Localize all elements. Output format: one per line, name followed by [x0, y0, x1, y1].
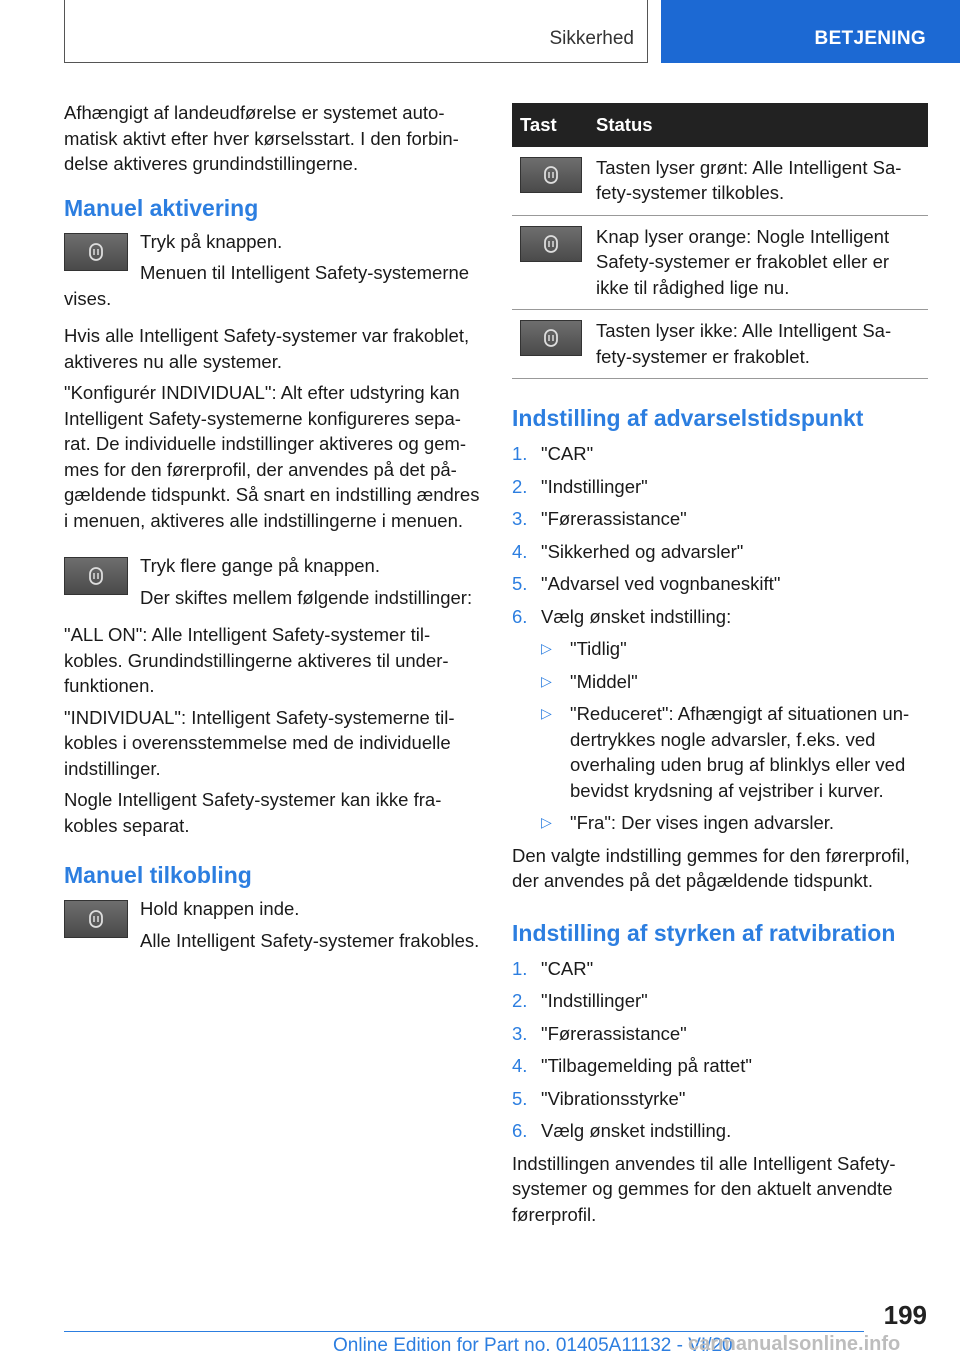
intro-text: Afhængigt af landeudførelse er systemet automatisk aktivt efter hver kørselsstart. I den forbindelse aktiveres grundindstillingerne. [64, 102, 459, 174]
table-header-key: Tast [512, 103, 588, 147]
header-section: Sikkerhed [549, 28, 634, 49]
table-row [512, 215, 928, 310]
warning-time-heading: Indstilling af advarselstidspunkt [512, 405, 864, 431]
list-item: ▷ "Fra": Der vises ingen advarsler. [541, 810, 928, 836]
table-row [512, 310, 928, 379]
hold-step-result: Alle Intelligent Safety-systemer frakobles. [140, 929, 480, 951]
list-item: 6. Vælg ønsket indstilling. [512, 1120, 732, 1141]
paragraph-4: "INDIVIDUAL": Intelligent Safety-systemerne tilkobles i overensstemmelse med de individuelle indstillinger. [64, 706, 455, 779]
intelligent-safety-button-icon [520, 226, 582, 262]
table-cell-status: Tasten lyser grønt: Alle Intelligent Safety-systemer tilkobles. [588, 147, 928, 216]
step-2-result: Der skiftes mellem følgende indstillinger: [140, 586, 473, 608]
list-item: 1. "CAR" [512, 443, 594, 464]
list-item: ▷ "Middel" [541, 669, 928, 695]
paragraph-5: Nogle Intelligent Safety-systemer kan ikke frakobles separat. [64, 789, 442, 836]
vibration-steps [512, 956, 928, 1144]
list-item: 6. Vælg ønsket indstilling: [512, 605, 732, 627]
step-1-result: Menuen til Intelligent Safety-systemerne vises. [64, 262, 470, 309]
manual-activation-heading: Manuel aktivering [64, 194, 259, 221]
table-header-status: Status [588, 103, 928, 147]
footer-edition: Online Edition for Part no. 01405A11132 - VI/20 [333, 1335, 733, 1356]
status-table [512, 103, 928, 379]
step-press-repeatedly [64, 553, 480, 616]
list-item: 5. "Advarsel ved vognbaneskift" [512, 573, 781, 594]
triangle-bullet-icon: ▷ [541, 640, 552, 656]
vibration-heading: Indstilling af styrken af ratvibration [512, 919, 896, 946]
step-2-text: Tryk flere gange på knappen. [140, 555, 380, 576]
triangle-bullet-icon: ▷ [541, 814, 552, 830]
intelligent-safety-button-icon [64, 900, 128, 938]
paragraph-1: Hvis alle Intelligent Safety-systemer var frakoblet, aktiveres nu alle systemer. [64, 325, 470, 372]
list-item: 4. "Sikkerhed og advarsler" [512, 540, 744, 562]
table-header-row [512, 103, 928, 147]
step-press-button [64, 229, 480, 318]
intelligent-safety-button-icon [520, 320, 582, 356]
list-item: 2. "Indstillinger" [512, 475, 648, 497]
list-item: 2. "Indstillinger" [512, 990, 648, 1011]
intelligent-safety-button-icon [64, 233, 128, 271]
left-column [64, 100, 480, 965]
vibration-note: Indstillingen anvendes til alle Intelligent Safety-systemer og gemmes for den aktuelt anvendte førerprofil. [512, 1152, 896, 1225]
step-1-text: Tryk på knappen. [140, 230, 283, 252]
list-item: ▷ "Tidlig" [541, 636, 928, 662]
triangle-bullet-icon: ▷ [541, 705, 552, 721]
list-item: ▷ "Reduceret": Afhængigt af situationen undertrykkes nogle advarsler, f.eks. ved overhaling uden brug af blinklys eller ved bevidst krydsning af vejstriber i kurver. [541, 703, 910, 801]
list-item: 1. "CAR" [512, 957, 594, 979]
intelligent-safety-button-icon [520, 157, 582, 193]
list-item: 5. "Vibrationsstyrke" [512, 1087, 686, 1109]
hold-step-text: Hold knappen inde. [140, 898, 300, 919]
step-hold-button [64, 896, 480, 959]
header-chapter: BETJENING [814, 28, 926, 49]
warning-time-steps [512, 441, 928, 629]
footer-divider [64, 1331, 864, 1332]
right-column [512, 103, 928, 1227]
paragraph-2: "Konfigurér INDIVIDUAL": Alt efter udstyring kan Intelligent Safety-systemerne konfigureres separat. De individuelle indstillinger aktiveres og gemmes for den førerprofil, der anvendes på det pågældende tidspunkt. Så snart en indstilling ændres i menuen, aktiveres alle indstillingerne i menuen. [64, 382, 480, 531]
manual-disconnect-heading: Manuel tilkobling [64, 862, 252, 888]
watermark: carmanualsonline.info [688, 1333, 901, 1355]
table-row [512, 147, 928, 216]
page-number: 199 [883, 1300, 927, 1330]
header-chapter-tab [661, 0, 960, 63]
warning-time-note: Den valgte indstilling gemmes for den førerprofil, der anvendes på det pågældende tidspunkt. [512, 844, 910, 891]
triangle-bullet-icon: ▷ [541, 672, 552, 689]
paragraph-3: "ALL ON": Alle Intelligent Safety-systemer tilkobles. Grundindstillingerne aktiveres til underfunktionen. [64, 624, 449, 696]
table-cell-status: Knap lyser orange: Nogle Intelligent Safety-systemer er frakoblet eller er ikke til rådighed lige nu. [588, 215, 928, 310]
list-item: 3. "Førerassistance" [512, 508, 687, 529]
table-cell-status: Tasten lyser ikke: Alle Intelligent Safety-systemer er frakoblet. [588, 310, 928, 379]
list-item: 4. "Tilbagemelding på rattet" [512, 1055, 752, 1076]
warning-time-options [541, 636, 928, 836]
list-item: 3. "Førerassistance" [512, 1022, 687, 1044]
intelligent-safety-button-icon [64, 557, 128, 595]
